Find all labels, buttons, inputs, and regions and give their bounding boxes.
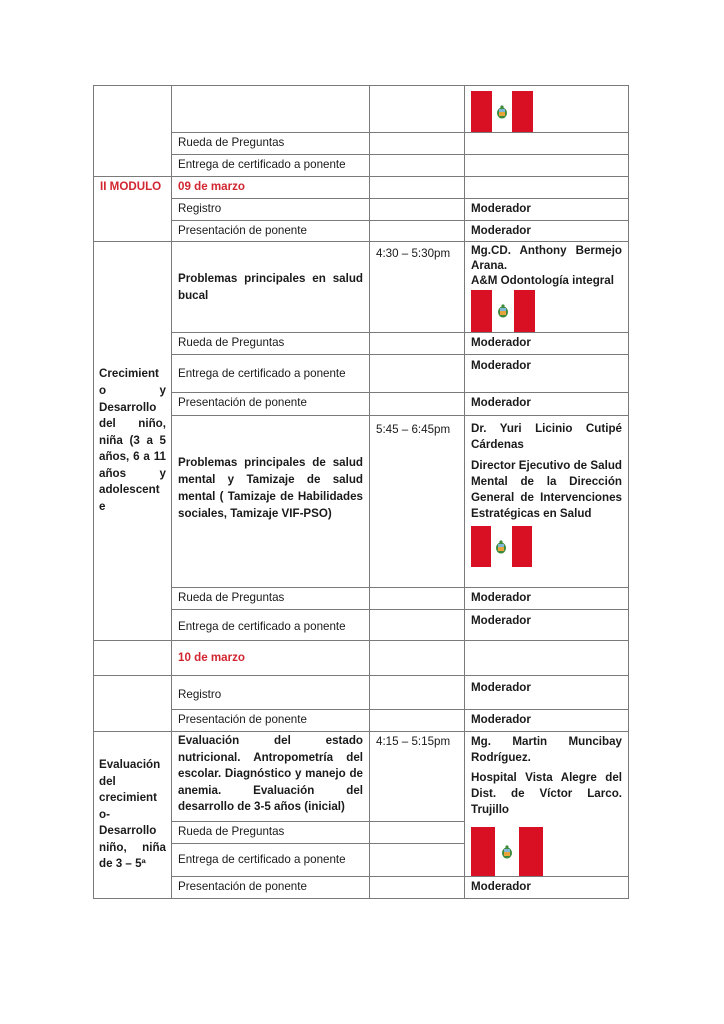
talk-title-evaluacion-nutricional: Evaluación del estado nutricional. Antropometría del escolar. Diagnóstico y manejo de anemia. Evaluación del desarrollo de 3-5 años (inicial) (171, 731, 370, 822)
cell-role-moderador: Moderador (464, 709, 629, 732)
cell-entrega-certificado: Entrega de certificado a ponente (171, 154, 370, 177)
cell-entrega-certificado: Entrega de certificado a ponente (171, 354, 370, 393)
cell-rueda-preguntas: Rueda de Preguntas (171, 332, 370, 355)
cell-empty (369, 220, 465, 242)
cell-role-moderador: Moderador (464, 332, 629, 355)
cell-empty (369, 821, 465, 844)
module-label: II MODULO (93, 176, 172, 242)
peru-flag-icon (471, 827, 543, 876)
cell-empty (464, 640, 629, 676)
cell-empty (171, 85, 370, 133)
speaker-affiliation: A&M Odontología integral (471, 274, 614, 287)
talk-title-salud-mental: Problemas principales de salud mental y Tamizaje de salud mental ( Tamizaje de Habilidades sociales, Tamizaje VIF-PSO) (171, 415, 370, 588)
talk-time: 4:15 – 5:15pm (369, 731, 465, 822)
cell-role-moderador: Moderador (464, 876, 629, 899)
cell-rueda-preguntas: Rueda de Preguntas (171, 587, 370, 610)
cell-empty (93, 640, 172, 676)
talk-time: 5:45 – 6:45pm (369, 415, 465, 588)
cell-empty (369, 332, 465, 355)
cell-empty (464, 176, 629, 199)
cell-registro: Registro (171, 198, 370, 221)
section-title-crecimiento: Crecimient o y Desarrollo del niño, niña (3 a 5 años, 6 a 11 años y adolescent e (93, 241, 172, 641)
cell-role-moderador: Moderador (464, 587, 629, 610)
cell-empty (369, 392, 465, 416)
section-title-evaluacion: Evaluación del crecimient o- Desarrollo niño, niña de 3 – 5ª (93, 731, 172, 899)
cell-empty (464, 154, 629, 177)
cell-empty (369, 132, 465, 155)
cell-presentacion-ponente: Presentación de ponente (171, 876, 370, 899)
speaker-name: Dr. Yuri Licinio Cutipé Cárdenas (471, 422, 622, 451)
cell-presentacion-ponente: Presentación de ponente (171, 220, 370, 242)
cell-empty (369, 876, 465, 899)
cell-empty (369, 709, 465, 732)
cell-empty (369, 354, 465, 393)
cell-entrega-certificado: Entrega de certificado a ponente (171, 843, 370, 877)
cell-role-moderador: Moderador (464, 675, 629, 710)
speaker-name: Mg. Martin Muncibay Rodríguez. (471, 735, 622, 764)
speaker-affiliation: Hospital Vista Alegre del Dist. de Víctor Larco. Trujillo (471, 771, 622, 816)
talk-time: 4:30 – 5:30pm (369, 241, 465, 333)
cell-role-moderador: Moderador (464, 198, 629, 221)
cell-empty (464, 132, 629, 155)
cell-role-moderador: Moderador (464, 354, 629, 393)
talk-title-salud-bucal: Problemas principales en salud bucal (171, 241, 370, 333)
cell-empty (369, 587, 465, 610)
cell-empty (369, 609, 465, 641)
cell-presentacion-ponente: Presentación de ponente (171, 709, 370, 732)
cell-empty (369, 675, 465, 710)
cell-empty (369, 85, 465, 133)
peru-flag-icon (471, 526, 532, 567)
cell-entrega-certificado: Entrega de certificado a ponente (171, 609, 370, 641)
cell-empty (369, 176, 465, 199)
cell-registro: Registro (171, 675, 370, 710)
cell-role-moderador: Moderador (464, 392, 629, 416)
cell-empty (369, 640, 465, 676)
cell-rueda-preguntas: Rueda de Preguntas (171, 132, 370, 155)
cell-empty (369, 843, 465, 877)
speaker-affiliation: Director Ejecutivo de Salud Mental de la Dirección General de Intervenciones Estratégicas en Salud (471, 459, 622, 520)
cell-empty (369, 198, 465, 221)
cell-empty (93, 675, 172, 732)
peru-flag-icon (471, 91, 533, 132)
speaker-name: Mg.CD. Anthony Bermejo Arana. (471, 244, 622, 272)
cell-rueda-preguntas: Rueda de Preguntas (171, 821, 370, 844)
cell-role-moderador: Moderador (464, 220, 629, 242)
cell-empty (369, 154, 465, 177)
day-date-10-marzo: 10 de marzo (171, 640, 370, 676)
cell-role-moderador: Moderador (464, 609, 629, 641)
cell-presentacion-ponente: Presentación de ponente (171, 392, 370, 416)
peru-flag-icon (471, 290, 535, 332)
col1-empty-top (93, 85, 172, 177)
day-date-09-marzo: 09 de marzo (171, 176, 370, 199)
